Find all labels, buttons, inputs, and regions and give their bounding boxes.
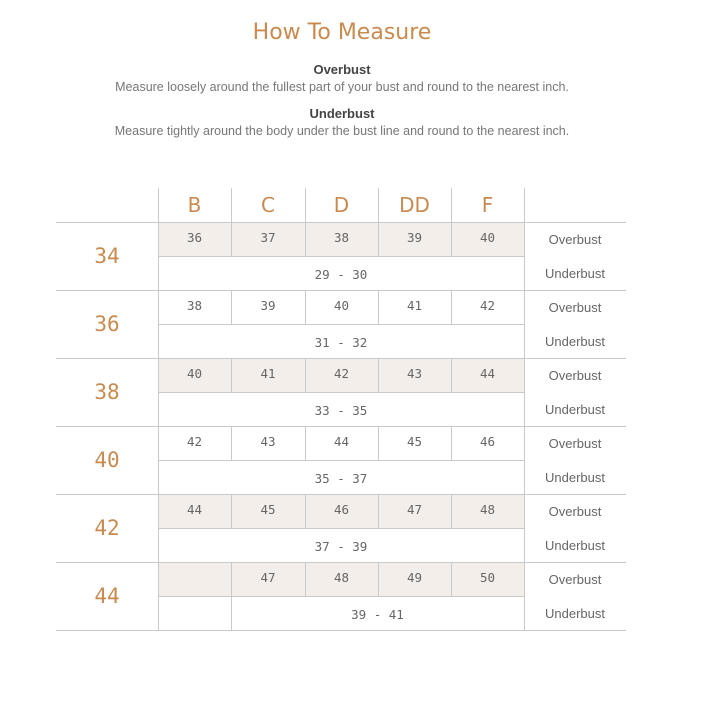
band-size-38: 38 (94, 380, 120, 404)
underbust-label: Underbust (545, 266, 605, 281)
underbust-label: Underbust (545, 334, 605, 349)
overbust-cell (158, 563, 231, 596)
underbust-heading: Underbust (309, 106, 375, 121)
underbust-instructions: Measure tightly around the body under the bust line and round to the nearest inch. (114, 124, 570, 138)
overbust-cell: 48 (305, 563, 378, 596)
overbust-label: Overbust (548, 300, 602, 315)
underbust-range: 31 - 32 (314, 335, 368, 350)
overbust-cell: 40 (451, 223, 524, 256)
page-title: How To Measure (252, 20, 432, 45)
overbust-label: Overbust (548, 436, 602, 451)
band-size-42: 42 (94, 516, 120, 540)
overbust-cell: 41 (406, 298, 423, 313)
overbust-cell: 37 (231, 223, 305, 256)
underbust-label: Underbust (545, 606, 605, 621)
band-size-44: 44 (94, 584, 120, 608)
overbust-cell: 40 (158, 359, 231, 392)
underbust-range: 39 - 41 (351, 607, 404, 622)
overbust-label: Overbust (548, 232, 602, 247)
underbust-range: 29 - 30 (314, 267, 368, 282)
overbust-cell: 42 (305, 359, 378, 392)
overbust-cell: 44 (158, 495, 231, 528)
overbust-label: Overbust (548, 572, 602, 587)
cup-header-dd: DD (399, 193, 430, 217)
overbust-heading: Overbust (313, 62, 371, 77)
overbust-cell: 39 (260, 298, 276, 313)
band-size-40: 40 (94, 448, 120, 472)
overbust-cell: 42 (479, 298, 496, 313)
band-size-36: 36 (94, 312, 120, 336)
overbust-cell: 41 (231, 359, 305, 392)
overbust-cell: 43 (378, 359, 451, 392)
overbust-label: Overbust (548, 504, 602, 519)
overbust-cell: 36 (158, 223, 231, 256)
overbust-cell: 45 (406, 434, 423, 449)
overbust-cell: 39 (378, 223, 451, 256)
cup-header-f: F (481, 193, 494, 217)
underbust-label: Underbust (545, 402, 605, 417)
cup-header-c: C (261, 193, 275, 217)
overbust-cell: 40 (333, 298, 350, 313)
overbust-cell: 44 (333, 434, 350, 449)
overbust-cell: 46 (305, 495, 378, 528)
underbust-range: 33 - 35 (314, 403, 368, 418)
overbust-cell: 47 (378, 495, 451, 528)
band-size-34: 34 (94, 244, 120, 268)
underbust-label: Underbust (545, 538, 605, 553)
overbust-cell: 43 (260, 434, 276, 449)
overbust-instructions: Measure loosely around the fullest part of your bust and round to the nearest inch. (115, 80, 569, 94)
overbust-cell: 38 (305, 223, 378, 256)
overbust-cell: 49 (378, 563, 451, 596)
overbust-cell: 48 (451, 495, 524, 528)
underbust-range: 37 - 39 (314, 539, 368, 554)
overbust-cell: 44 (451, 359, 524, 392)
cup-header-d: D (333, 193, 350, 217)
overbust-label: Overbust (548, 368, 602, 383)
table-bottom-rule (56, 630, 626, 631)
underbust-range: 35 - 37 (314, 471, 368, 486)
overbust-cell: 47 (231, 563, 305, 596)
cup-header-b: B (187, 193, 202, 217)
overbust-cell: 50 (451, 563, 524, 596)
overbust-cell: 46 (479, 434, 496, 449)
underbust-label: Underbust (545, 470, 605, 485)
overbust-cell: 45 (231, 495, 305, 528)
overbust-cell: 38 (186, 298, 203, 313)
overbust-cell: 42 (186, 434, 203, 449)
